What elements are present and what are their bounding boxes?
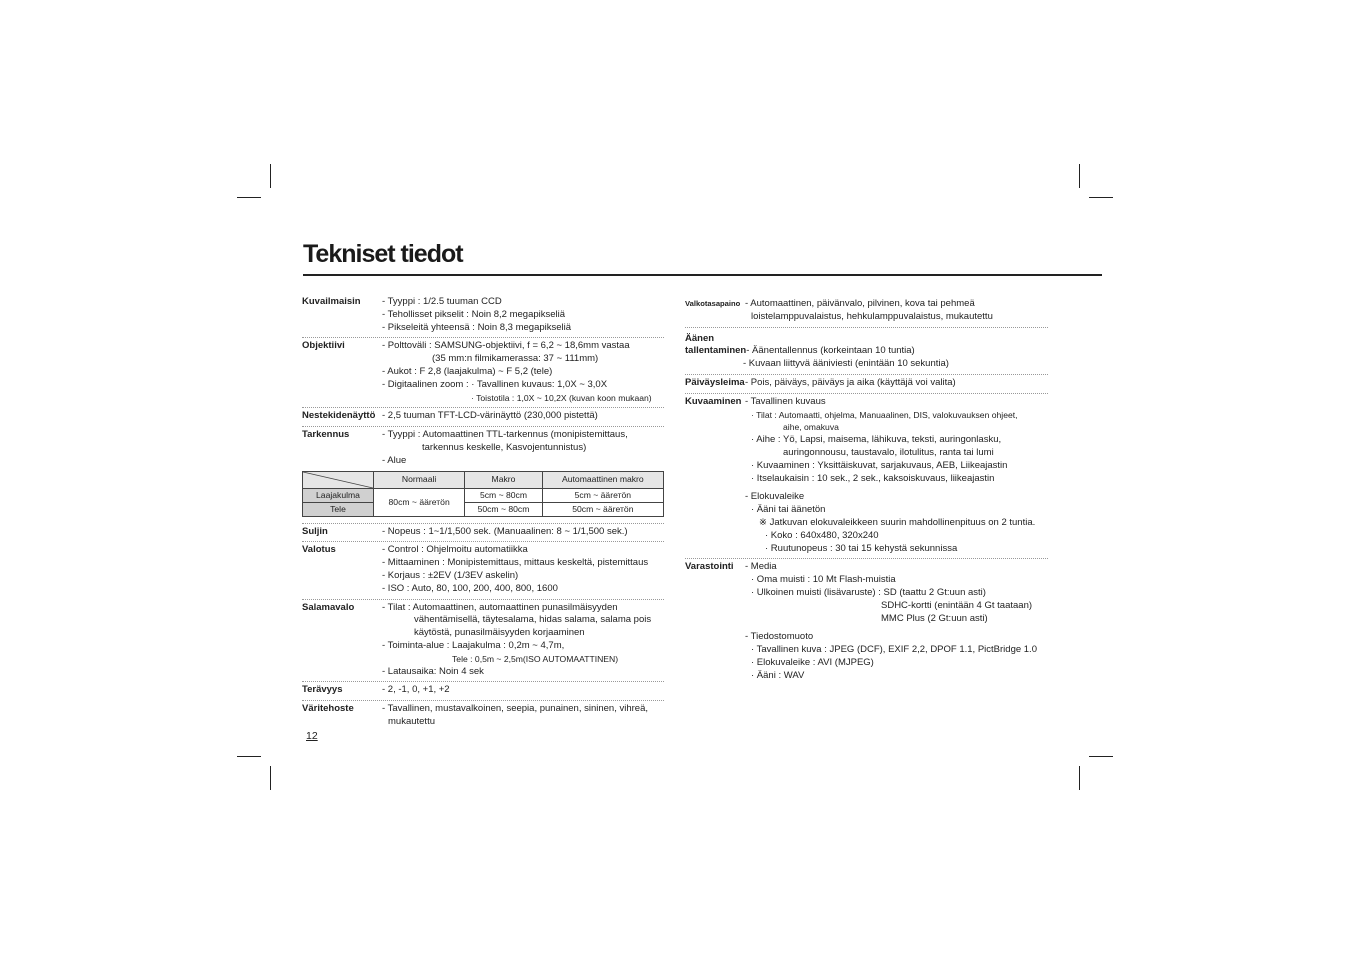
spec-line: - Äänentallennus (korkeintaan 10 tuntia) (746, 345, 915, 357)
spec-line: ※ Jatkuvan elokuvaleikkeen suurin mahdollinenpituus on 2 tuntia. (759, 516, 1036, 528)
left-spec-column (302, 294, 664, 732)
crop-mark (1079, 766, 1080, 790)
spec-line: - Media (745, 561, 777, 573)
spec-line: - Korjaus : ±2EV (1/3EV askelin) (382, 569, 519, 581)
crop-mark (270, 164, 271, 188)
spec-line: - Tyyppi : 1/2.5 tuuman CCD (382, 296, 502, 307)
crop-mark (270, 766, 271, 790)
spec-line: vähentämisellä, täytesalama, hidas salama, salama pois (414, 614, 652, 626)
spec-line: - Polttoväli : SAMSUNG-objektiivi, f = 6,2 ~ 18,6mm vastaa (382, 340, 630, 352)
table-row-label: Laajakulma (303, 488, 374, 502)
table-corner-cell (303, 471, 374, 488)
spec-line: - Pikseleitä yhteensä : Noin 8,3 megapikseliä (382, 321, 572, 333)
spec-label: Päiväysleima (685, 376, 745, 388)
spec-line: · Koko : 640x480, 320x240 (765, 529, 879, 541)
spec-aanen (685, 328, 1048, 375)
spec-label: Suljin (302, 525, 328, 537)
spec-tarkennus (302, 427, 664, 467)
page-title: Tekniset tiedot (303, 240, 463, 268)
spec-line: aihe, omakuva (783, 422, 839, 433)
spec-line: - Tehollisset pikselit : Noin 8,2 megapikseliä (382, 308, 566, 320)
spec-line: - Aukot : F 2,8 (laajakulma) ~ F 5,2 (tele) (382, 365, 553, 377)
spec-objektiivi (302, 338, 664, 408)
page-number: 12 (306, 730, 318, 742)
spec-line: · Ulkoinen muisti (lisävaruste) : SD (taattu 2 Gt:uun asti) (751, 586, 986, 598)
spec-variteho (302, 701, 664, 732)
spec-paivays (685, 375, 1048, 394)
spec-line: · Ääni tai äänetön (751, 504, 826, 516)
table-cell: 50cm ~ äärетön (542, 502, 663, 516)
spec-line: · Aihe : Yö, Lapsi, maisema, lähikuva, teksti, auringonlasku, (751, 434, 1002, 446)
spec-line: Tele : 0,5m ~ 2,5m(ISO AUTOMAATTINEN) (452, 653, 619, 664)
spec-varastointi (685, 559, 1048, 685)
spec-line: - ISO : Auto, 80, 100, 200, 400, 800, 1600 (382, 582, 558, 594)
spec-line: - Pois, päiväys, päiväys ja aika (käyttäjä voi valita) (745, 376, 956, 388)
spec-line: - Automaattinen, päivänvalo, pilvinen, kova tai pehmeä (745, 298, 975, 309)
spec-line: · Tavallinen kuva : JPEG (DCF), EXIF 2,2, DPOF 1.1, PictBridge 1.0 (751, 644, 1037, 656)
table-cell: 5cm ~ äärетön (542, 488, 663, 502)
spec-kuvaaminen (685, 394, 1048, 560)
spec-valkotasapaino (685, 296, 1048, 328)
spec-line: - Nopeus : 1~1/1,500 sek. (Manuaalinen: 8 ~ 1/1,500 sek.) (382, 525, 628, 537)
spec-line: - Tyyppi : Automaattinen TTL-tarkennus (monipistemittaus, (382, 429, 628, 441)
spec-line: · Itselaukaisin : 10 sek., 2 sek., kaksoiskuvaus, liikeajastin (751, 472, 995, 484)
spec-nestekide (302, 408, 664, 427)
spec-label: Tarkennus (302, 429, 350, 441)
spec-line: - Elokuvaleike (745, 491, 805, 503)
spec-line: - Kuvaan liittyvä ääniviesti (enintään 10 sekuntia) (743, 358, 949, 370)
spec-line: (35 mm:n filmikamerassa: 37 ~ 111mm) (432, 353, 599, 365)
crop-mark (237, 197, 261, 198)
crop-mark (1089, 197, 1113, 198)
spec-label: tallentaminen (685, 345, 747, 357)
spec-line: - Digitaalinen zoom : · Tavallinen kuvaus: 1,0X ~ 3,0X (382, 378, 608, 390)
spec-valotus (302, 542, 664, 599)
spec-label: Salamavalo (302, 601, 355, 613)
spec-line: · Toistotila : 1,0X ~ 10,2X (kuvan koon mukaan) (471, 392, 652, 403)
focus-range-table (302, 471, 664, 517)
spec-line: - Mittaaminen : Monipistemittaus, mittaus keskeltä, pistemittaus (382, 557, 649, 569)
spec-label: Nestekidenäyttö (302, 410, 376, 422)
crop-mark (237, 756, 261, 757)
table-cell: 5cm ~ 80cm (465, 488, 542, 502)
spec-line: · Tilat : Automaatti, ohjelma, Manuaalinen, DIS, valokuvauksen ohjeet, (751, 409, 1018, 420)
table-header: Makro (465, 471, 542, 488)
spec-line: · Ääni : WAV (751, 669, 805, 681)
spec-line: · Kuvaaminen : Yksittäiskuvat, sarjakuvaus, AEB, Liikeajastin (751, 459, 1008, 471)
spec-line: - 2, -1, 0, +1, +2 (382, 684, 450, 696)
spec-line: tarkennus keskelle, Kasvojentunnistus) (422, 441, 587, 453)
table-header: Normaali (374, 471, 465, 488)
spec-line: · Ruutunopeus : 30 tai 15 kehystä sekunnissa (765, 542, 958, 554)
spec-kuvailmaisin (302, 294, 664, 338)
spec-line: - Latausaika: Noin 4 sek (382, 665, 484, 677)
spec-line: - Alue (382, 454, 407, 466)
title-divider (303, 274, 1102, 276)
spec-line: käytöstä, punasilmäisyyden korjaaminen (414, 627, 585, 639)
spec-line: · Oma muisti : 10 Mt Flash-muistia (751, 574, 896, 586)
spec-line: - Tilat : Automaattinen, automaattinen punasilmäisyyden (382, 601, 618, 613)
spec-label: Kuvailmaisin (302, 296, 361, 307)
spec-line: - Tavallinen kuvaus (745, 395, 826, 407)
spec-salamavalo (302, 600, 664, 683)
spec-label: Valkotasapaino (685, 299, 741, 308)
spec-line: · Elokuvaleike : AVI (MJPEG) (751, 656, 874, 668)
spec-line: MMC Plus (2 Gt:uun asti) (881, 612, 988, 624)
spec-label: Objektiivi (302, 340, 345, 352)
spec-label: Valotus (302, 544, 336, 556)
spec-line: - Tiedostomuoto (745, 631, 814, 643)
spec-label: Kuvaaminen (685, 395, 742, 407)
right-spec-column (685, 296, 1048, 686)
spec-line: - Toiminta-alue : Laajakulma : 0,2m ~ 4,7m, (382, 639, 565, 651)
table-row-label: Tele (303, 502, 374, 516)
spec-suljin (302, 523, 664, 543)
spec-line: - 2,5 tuuman TFT-LCD-värinäyttö (230,000 pistettä) (382, 410, 598, 422)
spec-line: loistelamppuvalaistus, hehkulamppuvalaistus, mukautettu (751, 310, 993, 322)
spec-teravyys (302, 682, 664, 701)
spec-line: - Control : Ohjelmoitu automatiikka (382, 544, 528, 556)
spec-label: Väritehoste (302, 703, 354, 715)
crop-mark (1079, 164, 1080, 188)
table-cell: 50cm ~ 80cm (465, 502, 542, 516)
spec-line: auringonnousu, taustavalo, ilotulitus, ranta tai lumi (783, 446, 994, 458)
spec-label: Äänen (685, 332, 715, 344)
spec-label: Terävyys (302, 684, 343, 696)
table-header: Automaattinen makro (542, 471, 663, 488)
diagonal-line (303, 472, 373, 488)
spec-line: SDHC-kortti (enintään 4 Gt taataan) (881, 599, 1033, 611)
spec-line: mukautettu (388, 715, 435, 727)
spec-line: - Tavallinen, mustavalkoinen, seepia, punainen, sininen, vihreä, (382, 703, 648, 715)
spec-label: Varastointi (685, 561, 734, 573)
crop-mark (1089, 756, 1113, 757)
table-cell: 80cm ~ äärетön (374, 488, 465, 516)
